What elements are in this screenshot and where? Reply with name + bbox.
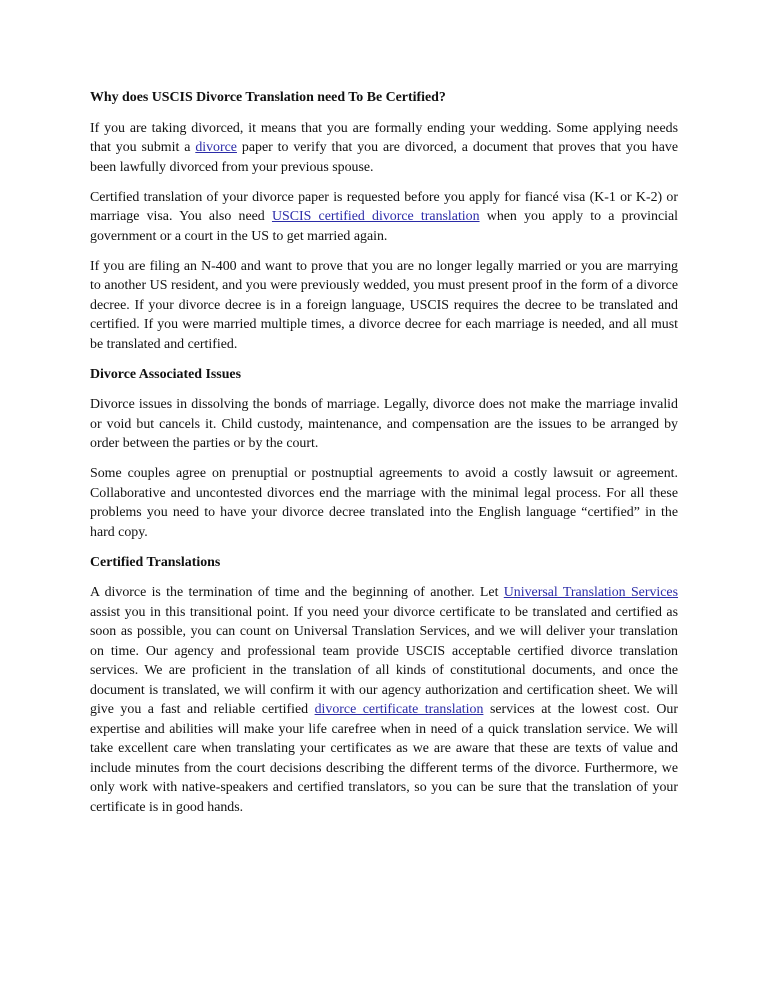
- text: when you apply to a provincial government or a court in the US to get married again.: [90, 209, 678, 244]
- document-page: [90, 88, 678, 828]
- text: A divorce is the termination of time and the beginning of another. Let: [90, 585, 504, 600]
- text: assist you in this transitional point. If you need your divorce certificate to be translated and certified as soon as possible, you can count on Universal Translation Services, and we will deliver your translation on time. Our agency and professional team provide USCIS acceptable certified divorce translation services. We are proficient in the translation of all kinds of constitutional documents, and once the document is translated, we will confirm it with our agency authorization and certification sheet. We will give you a fast and reliable certified: [90, 604, 678, 717]
- text: Certified translation of your divorce paper is requested before you apply for fiancé visa (K-1 or K-2) or marriage visa. You also need: [90, 189, 678, 224]
- divorce-certificate-translation-link[interactable]: divorce certificate translation: [314, 702, 484, 717]
- section-heading: Why does USCIS Divorce Translation need To Be Certified?: [90, 90, 446, 105]
- section-heading: Divorce Associated Issues: [90, 366, 241, 382]
- text: If you are taking divorced, it means that you are formally ending your wedding. Some applying needs that you submit a: [90, 120, 678, 155]
- paragraph: If you are filing an N-400 and want to prove that you are no longer legally married or you are marrying to another US resident, and you were previously wedded, you must present proof in the form of a divorce decree. If your divorce decree is in a foreign language, USCIS requires the decree to be translated and certified. If you were married multiple times, a divorce decree for each marriage is needed, and all must be translated and certified.: [90, 258, 678, 352]
- paragraph: Divorce issues in dissolving the bonds of marriage. Legally, divorce does not make the marriage invalid or void but cancels it. Child custody, maintenance, and compensation are the issues to be arranged by order between the parties or by the court.: [90, 397, 678, 451]
- uscis-certified-divorce-translation-link[interactable]: USCIS certified divorce translation: [271, 209, 480, 224]
- paragraph: [90, 583, 678, 817]
- text: paper to verify that you are divorced, a document that proves that you have been lawfully divorced from your previous spouse.: [90, 140, 678, 175]
- text: services at the lowest cost. Our expertise and abilities will make your life carefree when in need of a quick translation service. We will take excellent care when translating your certificates as we are aware that these are texts of value and include minutes from the court decisions describing the different terms of the divorce. Furthermore, we only work with native-speakers and certified translators, so you can be sure that the translation of your certificate is in good hands.: [90, 702, 678, 815]
- divorce-link[interactable]: divorce: [195, 140, 237, 155]
- paragraph: [90, 119, 678, 178]
- paragraph: Some couples agree on prenuptial or postnuptial agreements to avoid a costly lawsuit or agreement. Collaborative and uncontested divorces end the marriage with the minimal legal process. For all these problems you need to have your divorce decree translated into the English language “certified” in the hard copy.: [90, 466, 678, 540]
- paragraph: [90, 188, 678, 247]
- section-heading: Certified Translations: [90, 554, 221, 570]
- universal-translation-services-link[interactable]: Universal Translation Services: [503, 585, 679, 600]
